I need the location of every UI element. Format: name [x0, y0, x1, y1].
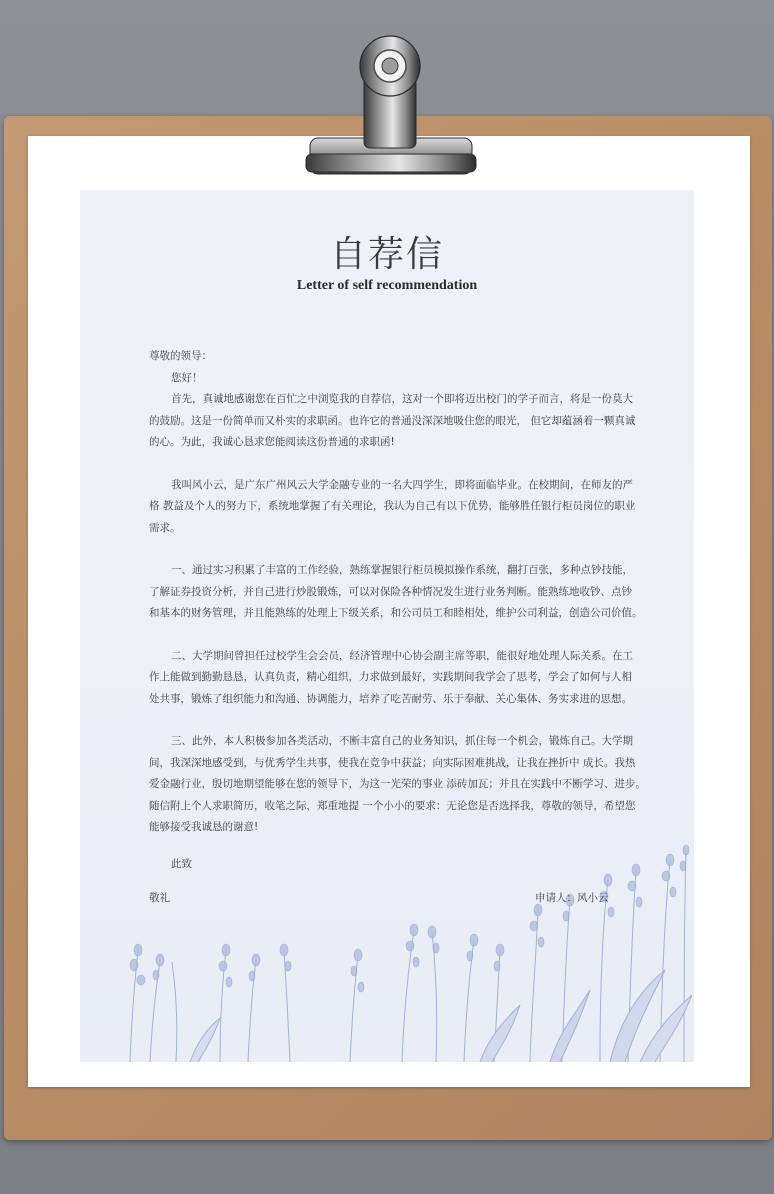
paragraph-line: 首先，真诚地感谢您在百忙之中浏览我的自荐信，这对一个即将迈出校门的学子而言，将是一份莫大: [171, 393, 633, 405]
paragraph-line: 爱金融行业，殷切地期望能够在您的领导下，为这一光荣的事业 添砖加瓦；并且在实践中不断学习、进步。: [149, 778, 646, 790]
binder-clip-icon: [300, 26, 480, 178]
paragraph-line: 能够接受我诚恳的谢意!: [149, 821, 259, 833]
paragraph-line: 需求。: [149, 521, 181, 534]
paragraph-line: 处共事，锻炼了组织能力和沟通、协调能力，培养了吃苦耐劳、乐于奉献、关心集体、务实求进的思想。: [149, 692, 632, 705]
greeting: 您好！: [171, 371, 203, 384]
paragraph-line: 格 教益及个人的努力下，系统地掌握了有关理论，我认为自己有以下优势，能够胜任银行柜员岗位的职业: [149, 500, 636, 512]
paragraph-self-introduction: [149, 475, 653, 540]
paragraph-line: 的鼓励。这是一份简单而又朴实的求职函。也许它的普通没深深地吸住您的眼光， 但它却蕴涵着一颗真诚: [149, 414, 636, 427]
paragraph-intro: [149, 389, 653, 454]
paragraph-line: 三、此外，本人积极参加各类活动，不断丰富自己的业务知识，抓住每一个机会，锻炼自己。大学期: [171, 735, 633, 747]
paragraph-line: 一、通过实习积累了丰富的工作经验，熟练掌握银行柜员模拟操作系统，翻打百张，多种点钞技能，: [171, 564, 633, 576]
paragraph-line: 作上能做到勤勤恳恳，认真负责，精心组织，力求做到最好，实践期间我学会了思考，学会了如何与人相: [149, 671, 632, 683]
paragraph-point-one: [149, 560, 653, 625]
letter-body: [149, 346, 653, 839]
regards: 敬礼: [149, 892, 170, 904]
applicant-signature: 申请人：风小云: [535, 892, 609, 904]
salutation: 尊敬的领导：: [149, 350, 212, 362]
paragraph-line: 我叫风小云，是广东广州风云大学金融专业的一名大四学生，即将面临毕业。在校期间，在师友的严: [171, 478, 633, 491]
paragraph-line: 随信附上个人求职简历，收笔之际，郑重地提 一个小小的要求：无论您是否选择我，尊敬的领导，希望您: [149, 799, 636, 812]
paragraph-point-two: [149, 646, 653, 711]
paragraph-line: 二、大学期间曾担任过校学生会会员，经济管理中心协会副主席等职，能很好地处理人际关系。在工: [171, 649, 633, 662]
paragraph-line: 和基本的财务管理，并且能熟练的处理上下级关系，和公司员工和睦相处，维护公司利益，创造公司价值。: [149, 607, 643, 619]
paragraph-point-three: [149, 731, 653, 839]
letter-subtitle: Letter of self recommendation: [296, 278, 478, 293]
paragraph-line: 了解证券投资分析，并自己进行炒股锻炼，可以对保险各种情况发生进行业务判断。能熟练地收钞、点钞: [149, 585, 632, 598]
letter-title: 自荐信: [329, 234, 444, 275]
paragraph-line: 的心。为此，我诚心恳求您能阅读这份普通的求职函!: [149, 436, 395, 448]
closing: 此致: [171, 858, 192, 870]
letter-page: [80, 190, 694, 1062]
paragraph-line: 间，我深深地感受到，与优秀学生共事，使我在竞争中获益；向实际困难挑战，让我在挫折中 成长。我热: [149, 756, 636, 769]
